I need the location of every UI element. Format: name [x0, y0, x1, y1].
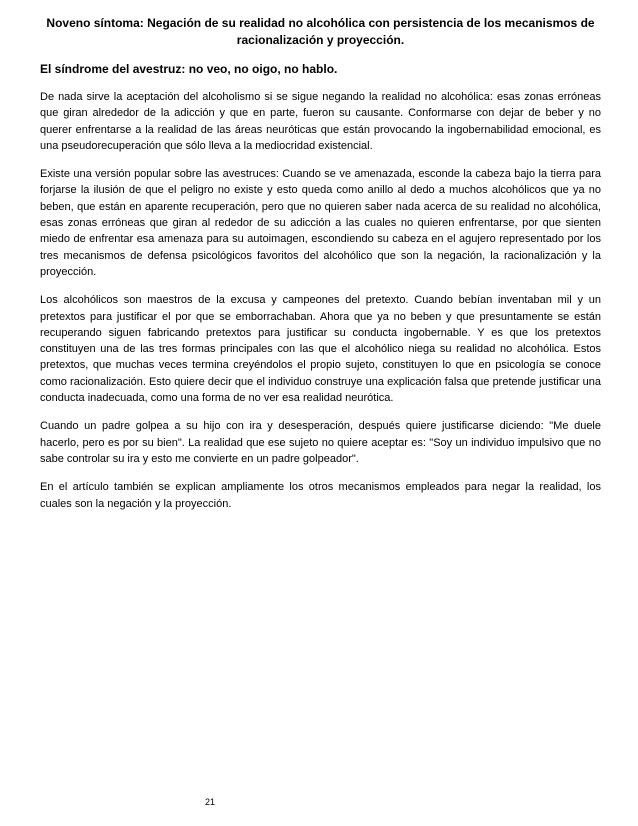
section-subtitle: El síndrome del avestruz: no veo, no oigo, no hablo.: [40, 62, 338, 76]
paragraph-5: En el artículo también se explican ampliamente los otros mecanismos empleados para negar la realidad, los cuales son la negación y la proyección.: [40, 481, 601, 510]
page-number: 21: [204, 797, 215, 807]
document-page: [40, 15, 601, 512]
paragraph-3: Los alcohólicos son maestros de la excusa y campeones del pretexto. Cuando bebían inventaban mil y un pretextos para justificar el por que se emborrachaban. Ahora que ya no beben y que presuntamente se están recuperando siguen fabricando pretextos para justificar su conducta ingobernable. Y es que los pretextos constituyen una de las tres formas principales con las que el alcohólico niega su realidad no alcohólica. Estos pretextos, que muchas veces termina creyéndolos el propio sujeto, constituyen lo que en psicología se conoce como racionalización. Esto quiere decir que el individuo construye una explicación falsa que pretende justificar una conducta inadecuada, como una forma de no ver esa realidad neurótica.: [40, 294, 601, 405]
paragraph-4: Cuando un padre golpea a su hijo con ira y desesperación, después quiere justificarse diciendo: "Me duele hacerlo, pero es por su bien". La realidad que ese sujeto no quiere aceptar es: "Soy un individuo impulsivo que no sabe controlar su ira y esto me convierte en un padre golpeador".: [40, 420, 601, 465]
paragraph-1: De nada sirve la aceptación del alcoholismo si se sigue negando la realidad no alcohólica: esas zonas erróneas que giran alrededor de la adicción y que en parte, fueron su causante. Conformarse con dejar de beber y no querer enfrentarse a la realidad de las áreas neuróticas que están provocando la ingobernabilidad emocional, es una pseudorecuperación que sólo lleva a la mediocridad existencial.: [40, 91, 601, 152]
document-title: Noveno síntoma: Negación de su realidad no alcohólica con persistencia de los mecanismos de racionalización y proyección.: [46, 16, 595, 47]
paragraph-2: Existe una versión popular sobre las avestruces: Cuando se ve amenazada, esconde la cabeza bajo la tierra para forjarse la ilusión de que el peligro no existe y esto queda como anillo al dedo a muchos alcohólicos que ya no beben, que están en aparente recuperación, pero que no quieren saber nada acerca de su realidad no alcohólica, esas zonas erróneas que giran al rededor de su adicción a las cuales no quieren enfrentarse, por que sienten miedo de enfrentar esa amenaza para su autoimagen, escondiendo su cabeza en el agujero representado por los tres mecanismos de defensa psicológicos favoritos del alcohólico que son la negación, la racionalización y la proyección.: [40, 168, 601, 278]
